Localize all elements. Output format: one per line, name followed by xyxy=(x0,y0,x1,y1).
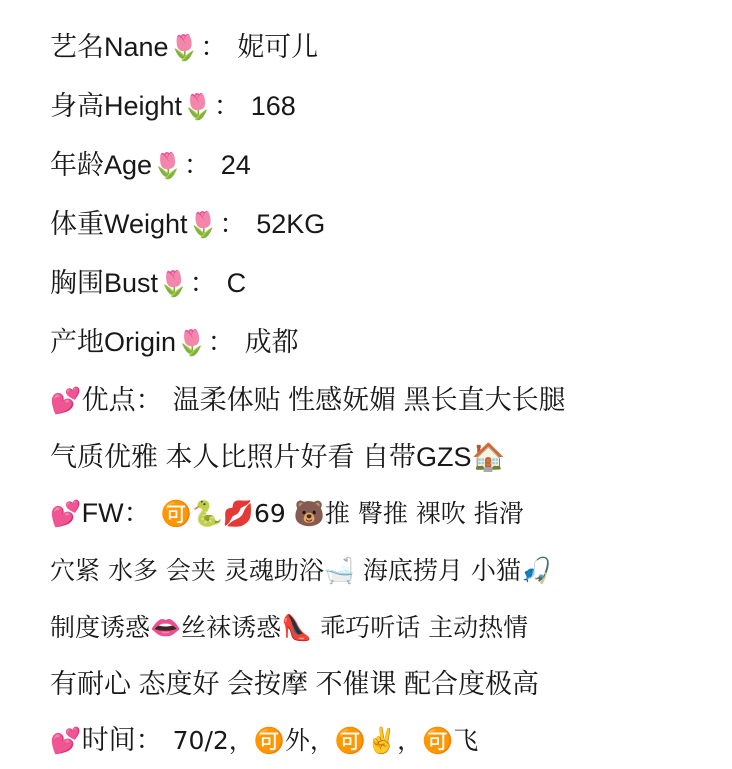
tulip-icon: 🌷 xyxy=(182,92,214,121)
tulip-icon: 🌷 xyxy=(176,328,208,357)
section-fw-line-3: 制度诱惑👄丝袜诱惑👠 乖巧听话 主动热情 xyxy=(50,613,529,642)
section-merits-label: 优点 xyxy=(81,385,136,415)
info-label-age: 年龄Age xyxy=(50,150,153,180)
tulip-icon: 🌷 xyxy=(168,33,201,62)
info-label-origin: 产地Origin xyxy=(50,327,177,357)
info-value-weight: 52KG xyxy=(256,209,326,239)
section-fw-label: FW xyxy=(81,498,124,528)
section-merits-heading xyxy=(50,372,714,429)
info-colon-origin: ： xyxy=(207,327,235,357)
info-colon-stage-name: ： xyxy=(200,32,228,62)
info-colon-weight: ： xyxy=(219,209,247,239)
info-value-stage-name: 妮可儿 xyxy=(237,32,319,62)
info-value-origin: 成都 xyxy=(244,327,299,357)
tulip-icon: 🌷 xyxy=(158,269,190,298)
info-colon-age: ： xyxy=(183,150,211,180)
info-row-age xyxy=(50,136,714,195)
section-fw-line-4: 有耐心 态度好 会按摩 不催课 配合度极高 xyxy=(50,669,540,699)
info-label-bust: 胸围Bust xyxy=(50,268,159,298)
info-value-age: 24 xyxy=(220,150,251,180)
info-row-origin xyxy=(50,313,714,372)
section-fw-line-1: 🉑🐍💋69 🐻推 臀推 裸吹 指滑 xyxy=(160,499,524,528)
section-time-heading xyxy=(50,712,714,769)
section-time-label: 时间 xyxy=(81,725,136,755)
tulip-icon: 🌷 xyxy=(152,151,184,180)
section-merits-colon: ： xyxy=(135,385,163,415)
section-fw-heading xyxy=(50,485,714,542)
info-label-stage-name: 艺名Nane xyxy=(50,32,169,62)
info-label-height: 身高Height xyxy=(50,91,183,121)
two-hearts-icon: 💕 xyxy=(50,499,82,528)
section-merits-line-2-row xyxy=(50,429,714,485)
info-row-stage-name xyxy=(50,18,714,77)
section-merits-line-1: 温柔体贴 性感妩媚 黑长直大长腿 xyxy=(172,385,566,415)
section-merits-line-2: 气质优雅 本人比照片好看 自带GZS🏠 xyxy=(50,442,506,472)
section-time-colon: ： xyxy=(135,725,163,755)
info-colon-height: ： xyxy=(213,91,241,121)
info-value-height: 168 xyxy=(250,91,296,121)
info-row-weight xyxy=(50,195,714,254)
section-time-line-1: 70/2，🉑外，🉑✌️，🉑飞 xyxy=(172,726,479,755)
info-colon-bust: ： xyxy=(189,268,217,298)
two-hearts-icon: 💕 xyxy=(50,726,82,755)
info-label-weight: 体重Weight xyxy=(50,209,188,239)
section-fw-line-2-row xyxy=(50,542,714,599)
section-fw-line-4-row xyxy=(50,656,714,712)
section-fw-line-2: 穴紧 水多 会夹 灵魂助浴🛁 海底捞月 小猫🎣 xyxy=(50,556,552,585)
info-row-bust xyxy=(50,254,714,313)
section-fw-colon: ： xyxy=(123,498,151,528)
section-fw-line-3-row xyxy=(50,599,714,656)
tulip-icon: 🌷 xyxy=(187,210,220,239)
two-hearts-icon: 💕 xyxy=(50,386,82,415)
info-value-bust: C xyxy=(226,268,247,298)
info-row-height xyxy=(50,77,714,136)
